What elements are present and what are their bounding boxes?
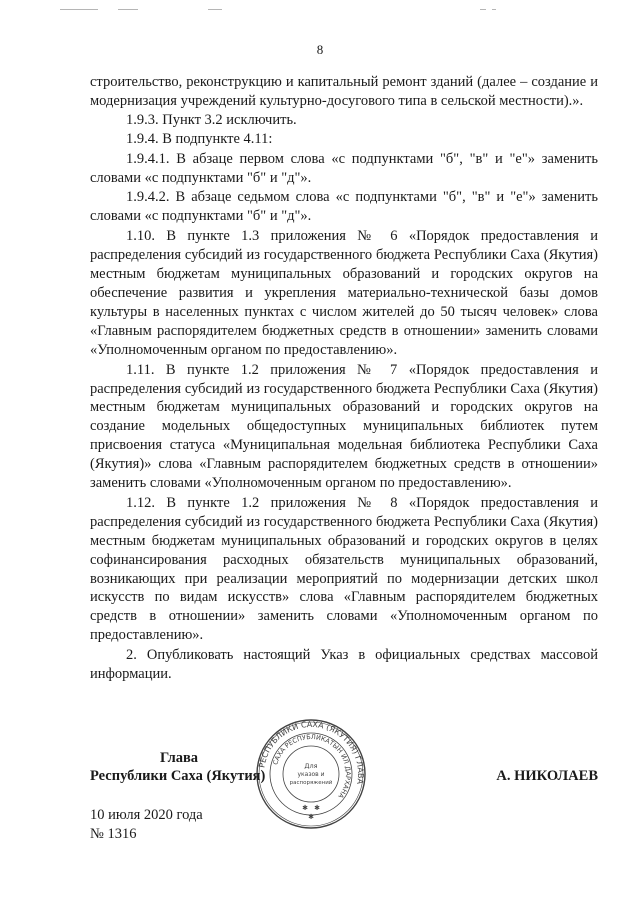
paragraph-1-9-4-1: 1.9.4.1. В абзаце первом слова «с подпунктами "б", "в" и "е"» заменить словами «с подпунктами "б" и "д"». — [90, 150, 598, 186]
document-body — [90, 73, 598, 684]
signatory-name: А. НИКОЛАЕВ — [496, 768, 598, 784]
seal-inner-text: САХА РЕСПУБЛИКАТЫН ИЛ ДАРХАНА — [271, 732, 353, 800]
paragraph-1-12: 1.12. В пункте 1.2 приложения № 8 «Порядок предоставления и распределения субсидий из государственного бюджета Республики Саха (Якутия) местным бюджетам муниципальных образований и городских округов в целях софинансирования расходных обязательств муниципальных образований, возникающих при реализации мероприятий по модернизации детских школ искусств по видам искусств» слова «Главным распорядителем бюджетных средств в отношении» заменить словами «Уполномоченным органом по предоставлению». — [90, 494, 598, 644]
paragraph-1-10: 1.10. В пункте 1.3 приложения № 6 «Порядок предоставления и распределения субсидий из государственного бюджета Республики Саха (Якутия) местным бюджетам муниципальных образований и городских округов на обеспечение развития и укрепления материально-технической базы домов культуры в населенных пунктах с числом жителей до 50 тысяч человек» слова «Главным распорядителем бюджетных средств в отношении» заменить словами «Уполномоченным органом по предоставлению». — [90, 228, 598, 358]
paragraph-1-9-4: 1.9.4. В подпункте 4.11: — [126, 130, 273, 147]
seal-outer-text: РЕСПУБЛИКИ САХА (ЯКУТИЯ) ГЛАВА — [257, 719, 366, 785]
seal-center-line1: Для — [304, 762, 318, 770]
scan-top-marks — [60, 6, 580, 12]
paragraph-1-9-3: 1.9.3. Пункт 3.2 исключить. — [126, 111, 297, 128]
seal-center-line3: распоряжений — [289, 780, 333, 786]
official-seal — [255, 718, 367, 830]
page-number: 8 — [316, 42, 324, 57]
seal-star-icon: ✱ — [302, 804, 308, 812]
seal-star-icon: ✱ — [308, 813, 314, 821]
paragraph-continuation: строительство, реконструкцию и капитальный ремонт зданий (далее – создание и модернизация учреждений культурно-досугового типа в сельской местности).». — [90, 74, 598, 109]
document-date-number — [90, 806, 203, 844]
seal-star-icon: ✱ — [314, 804, 320, 812]
paragraph-1-9-4-2: 1.9.4.2. В абзаце седьмом слова «с подпунктами "б", "в" и "е"» заменить словами «с подпунктами "б" и "д"». — [90, 189, 598, 225]
seal-center-line2: указов и — [297, 771, 325, 778]
document-date: 10 июля 2020 года — [90, 807, 203, 823]
paragraph-1-11: 1.11. В пункте 1.2 приложения № 7 «Порядок предоставления и распределения субсидий из государственного бюджета Республики Саха (Якутия) местным бюджетам муниципальных образований и городских округов на создание модельных общедоступных муниципальных библиотек путем присвоения статуса «Муниципальная модельная библиотека Республики Саха (Якутия)» слова «Главным распорядителем бюджетных средств в отношении» заменить словами «Уполномоченным органом по предоставлению». — [90, 361, 598, 492]
signatory-title-line2: Республики Саха (Якутия) — [90, 768, 266, 784]
paragraph-2: 2. Опубликовать настоящий Указ в официальных средствах массовой информации. — [90, 647, 598, 683]
document-number: № 1316 — [90, 826, 137, 842]
signatory-title-line1: Глава — [160, 750, 199, 766]
